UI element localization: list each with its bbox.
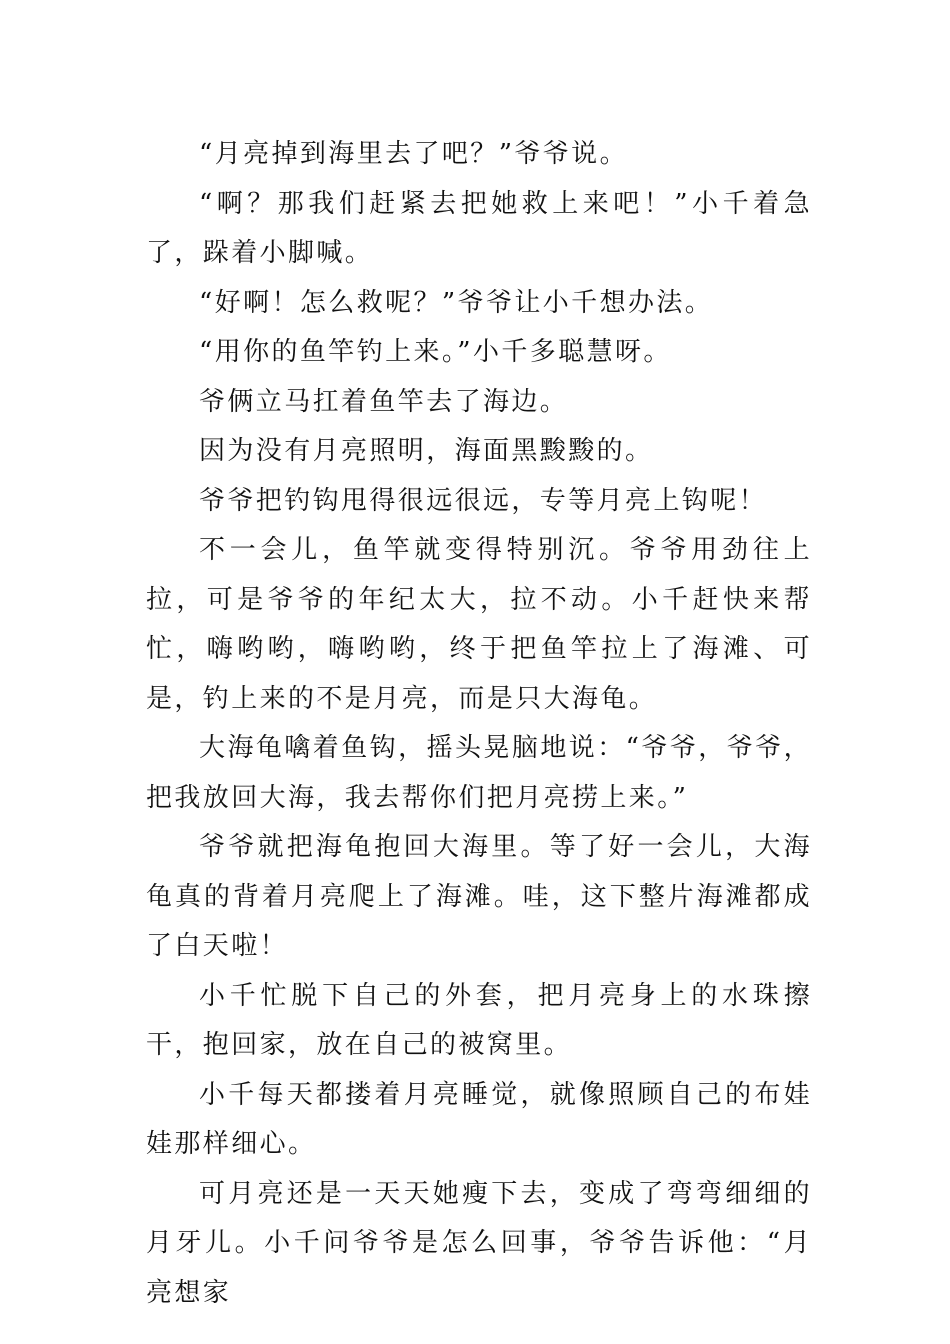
paragraph: 爷俩立马扛着鱼竿去了海边。 (199, 386, 569, 417)
paragraph: 可月亮还是一天天她瘦下去，变成了弯弯细细的月牙儿。小千问爷爷是怎么回事，爷爷告诉他：“月亮想家 (146, 1178, 812, 1308)
document-body (146, 130, 812, 1318)
paragraph: 因为没有月亮照明，海面黑黢黢的。 (199, 436, 654, 466)
paragraph: “啊？那我们赶紧去把她救上来吧！”小千着急了，跺着小脚喊。 (146, 188, 812, 268)
paragraph: “好啊！怎么救呢？”爷爷让小千想办法。 (199, 287, 714, 318)
paragraph: 不一会儿，鱼竿就变得特别沉。爷爷用劲往上拉，可是爷爷的年纪太大，拉不动。小千赶快来帮忙，嗨哟哟，嗨哟哟，终于把鱼竿拉上了海滩、可是，钓上来的不是月亮，而是只大海龟。 (146, 535, 812, 714)
paragraph: 大海龟噙着鱼钩，摇头晃脑地说：“爷爷，爷爷，把我放回大海，我去帮你们把月亮捞上来。” (146, 733, 812, 813)
paragraph: “月亮掉到海里去了吧？”爷爷说。 (199, 139, 628, 169)
paragraph: 爷爷就把海龟抱回大海里。等了好一会儿，大海龟真的背着月亮爬上了海滩。哇，这下整片海滩都成了白天啦！ (146, 832, 812, 961)
paragraph: 爷爷把钓钩甩得很远很远，专等月亮上钩呢！ (199, 485, 768, 516)
paragraph: 小千忙脱下自己的外套，把月亮身上的水珠擦干，抱回家，放在自己的被窝里。 (146, 980, 812, 1060)
paragraph: 小千每天都搂着月亮睡觉，就像照顾自己的布娃娃那样细心。 (146, 1079, 812, 1159)
paragraph: “用你的鱼竿钓上来。”小千多聪慧呀。 (199, 337, 672, 367)
